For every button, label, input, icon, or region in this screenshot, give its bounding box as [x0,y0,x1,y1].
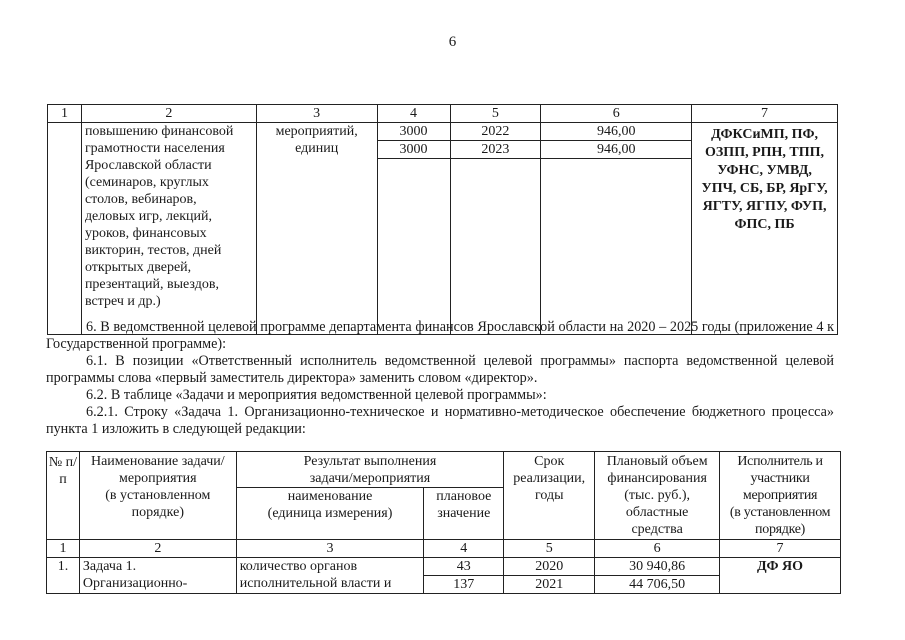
result-name-cell: количество органов исполнительной власти и [236,558,424,594]
task-name-cell: Задача 1. Организационно- [79,558,236,594]
col-number: 7 [720,540,841,558]
col-number: 7 [692,105,838,123]
col-number: 4 [424,540,504,558]
empty-cell [450,159,541,335]
header-result: Результат выполнения задачи/мероприятия [236,452,504,488]
table-row [48,123,838,141]
col-number: 1 [47,540,80,558]
planned-value: 137 [424,576,504,594]
year: 2020 [504,558,595,576]
col-number: 4 [377,105,450,123]
year: 2021 [504,576,595,594]
col-number: 3 [256,105,377,123]
tasks-table [46,451,841,594]
empty-cell [541,159,692,335]
continuation-table [47,104,838,335]
header-funding: Плановый объем финансирования (тыс. руб.), областные средства [595,452,720,540]
paragraph: 6.1. В позиции «Ответственный исполнитель ведомственной целевой программы» паспорта ведомственной целевой программы слова «первый заместитель директора» заменить словом «директор». [46,353,834,386]
measure-name-cell: повышению финансовой грамотности населения Ярославской области (семинаров, круглых столов, вебинаров, деловых игр, лекций, уроков, финансовых викторин, тестов, дней открытых дверей, презентаций, выездов, встреч и др.) [81,123,256,335]
planned-value: 3000 [377,123,450,141]
header-result-name: наименование (единица измерения) [236,488,424,540]
col-number: 3 [236,540,424,558]
col-number: 2 [79,540,236,558]
column-number-row [48,105,838,123]
header-number: № п/п [47,452,80,540]
executors-cell: ДФКСиМП, ПФ, ОЗПП, РПН, ТПП, УФНС, УМВД, УПЧ, СБ, БР, ЯрГУ, ЯГТУ, ЯГПУ, ФУП, ФПС, ПБ [692,123,838,335]
table-row [47,558,841,576]
col-number: 1 [48,105,82,123]
planned-value: 3000 [377,141,450,159]
row-number: 1. [47,558,80,594]
unit-cell: мероприятий, единиц [256,123,377,335]
empty-cell [377,159,450,335]
col-number: 6 [541,105,692,123]
planned-value: 43 [424,558,504,576]
column-number-row [47,540,841,558]
body-text [46,319,834,438]
page-number: 6 [448,34,457,50]
header-result-value: плановое значение [424,488,504,540]
paragraph: 6.2.1. Строку «Задача 1. Организационно-техническое и нормативно-методическое обеспечение бюджетного процесса» пункта 1 изложить в следующей редакции: [46,404,834,437]
funding-amount: 30 940,86 [595,558,720,576]
paragraph: 6. В ведомственной целевой программе департамента финансов Ярославской области на 2020 – 2025 годы (приложение 4 к Государственной программе): [46,319,834,352]
col-number: 6 [595,540,720,558]
header-term: Срок реализации, годы [504,452,595,540]
funding-amount: 946,00 [541,141,692,159]
executor-cell: ДФ ЯО [720,558,841,594]
col-number: 2 [81,105,256,123]
year: 2022 [450,123,541,141]
paragraph: 6.2. В таблице «Задачи и мероприятия ведомственной целевой программы»: [86,387,547,403]
funding-amount: 946,00 [541,123,692,141]
year: 2023 [450,141,541,159]
col-number: 5 [504,540,595,558]
header-executor: Исполнитель и участники мероприятия (в установленном порядке) [720,452,841,540]
funding-amount: 44 706,50 [595,576,720,594]
header-row [47,452,841,488]
col-number: 5 [450,105,541,123]
empty-cell [48,123,82,335]
header-task-name: Наименование задачи/ мероприятия (в установленном порядке) [79,452,236,540]
